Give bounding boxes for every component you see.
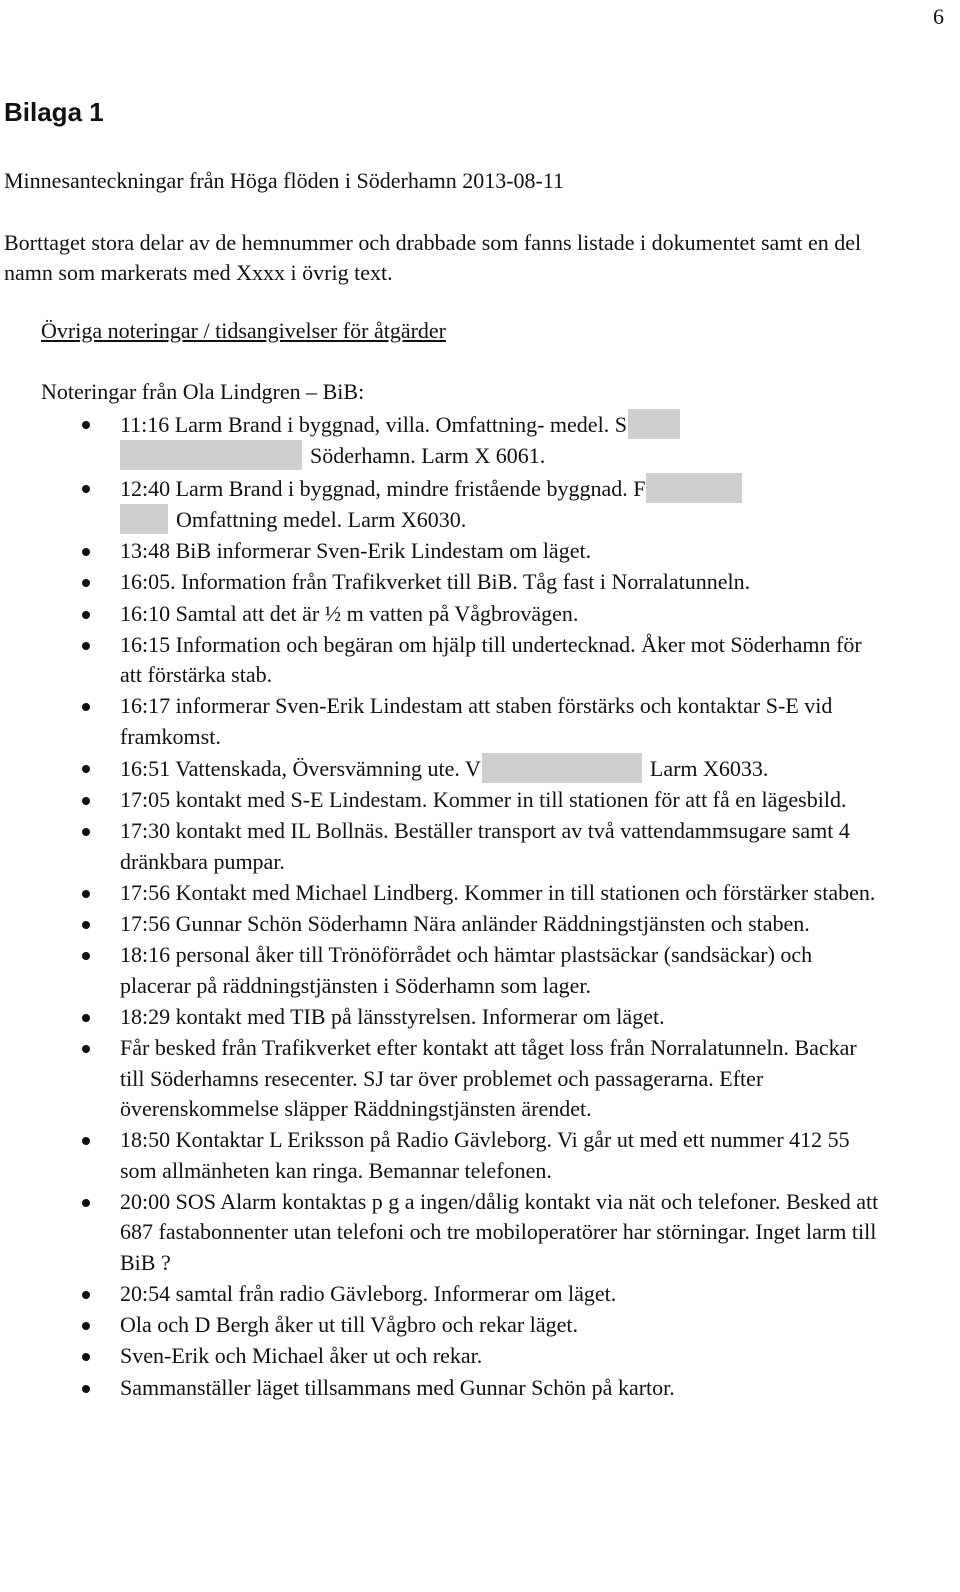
log-entry: [0, 630, 880, 691]
entry-text: 20:00 SOS Alarm kontaktas p g a ingen/dålig kontakt via nät och telefoner. Besked att 687 fastabonnenter utan telefoni och tre mobiloperatörer har störningar. Inget larm till BiB ?: [120, 1188, 879, 1275]
log-entry: [0, 1279, 880, 1309]
entry-text: 18:50 Kontaktar L Eriksson på Radio Gävleborg. Vi går ut med ett nummer 412 55 som allmänheten kan ringa. Bemannar telefonen.: [120, 1127, 850, 1183]
log-entry: [0, 691, 880, 752]
entry-text: 12:40 Larm Brand i byggnad, mindre fristående byggnad. F: [120, 475, 646, 501]
bullet-icon: [82, 828, 90, 836]
log-entry: [0, 536, 880, 566]
entry-text: 11:16 Larm Brand i byggnad, villa. Omfattning- medel. S: [120, 412, 627, 437]
entry-text: Larm X6033.: [649, 756, 769, 782]
entry-text: 17:05 kontakt med S-E Lindestam. Kommer in till stationen för att få en lägesbild.: [120, 787, 847, 813]
bullet-icon: [82, 1045, 90, 1053]
bullet-icon: [82, 890, 90, 898]
entry-text: Söderhamn. Larm X 6061.: [310, 443, 546, 469]
entry-text: Ola och D Bergh åker ut till Vågbro och rekar läget.: [120, 1312, 578, 1338]
section-title: Övriga noteringar / tidsangivelser för åtgärder: [41, 318, 447, 343]
log-entry: [0, 1125, 880, 1186]
entry-text: 16:17 informerar Sven-Erik Lindestam att staben förstärks och kontaktar S-E vid framkomst.: [120, 693, 833, 749]
redaction-block: [482, 753, 642, 783]
log-entry: [0, 878, 880, 908]
meeting-notes-title: Minnesanteckningar från Höga flöden i Söderhamn 2013-08-11: [4, 168, 565, 193]
log-entry: [0, 1187, 880, 1278]
redaction-block: [628, 409, 680, 439]
redaction-block: [120, 504, 168, 534]
log-entry: [0, 1373, 880, 1403]
bullet-icon: [82, 1353, 90, 1361]
bullet-icon: [82, 952, 90, 960]
log-entry: [0, 785, 880, 815]
bullet-icon: [82, 1014, 90, 1022]
entry-text: 18:16 personal åker till Trönöförrådet och hämtar plastsäckar (sandsäckar) och placerar på räddningstjänsten i Söderhamn som lager.: [120, 942, 813, 998]
entry-text: 16:05. Information från Trafikverket till BiB. Tåg fast i Norralatunneln.: [120, 569, 751, 595]
entry-text: 16:10 Samtal att det är ½ m vatten på Vågbrovägen.: [120, 600, 579, 626]
bullet-icon: [82, 642, 90, 650]
log-entry: [0, 473, 880, 536]
log-entry: [0, 940, 880, 1001]
bullet-icon: [82, 1199, 90, 1207]
bullet-icon: [82, 1322, 90, 1330]
redaction-notice: Borttaget stora delar av de hemnummer och drabbade som fanns listade i dokumentet samt en del namn som markerats med Xxxx i övrig text.: [4, 230, 862, 285]
log-entry: [0, 816, 880, 877]
bullet-icon: [82, 921, 90, 929]
log-entry: [0, 599, 880, 629]
page-heading: Bilaga 1: [4, 97, 104, 127]
redaction-block: [120, 440, 302, 470]
entry-text: Sammanställer läget tillsammans med Gunnar Schön på kartor.: [120, 1374, 675, 1400]
entry-text: 18:29 kontakt med TIB på länsstyrelsen. Informerar om läget.: [120, 1004, 665, 1030]
entry-text: 13:48 BiB informerar Sven-Erik Lindestam om läget.: [120, 538, 592, 564]
entry-text: Sven-Erik och Michael åker ut och rekar.: [120, 1343, 483, 1369]
entry-text: 20:54 samtal från radio Gävleborg. Informerar om läget.: [120, 1280, 617, 1306]
bullet-icon: [82, 611, 90, 619]
redaction-block: [646, 473, 742, 503]
entry-text: 17:56 Gunnar Schön Söderhamn Nära anländer Räddningstjänsten och staben.: [120, 911, 810, 937]
entry-text: 16:51 Vattenskada, Översvämning ute. V: [120, 756, 481, 782]
page-number: 6: [933, 4, 944, 29]
bullet-icon: [82, 797, 90, 805]
log-entry: [0, 1002, 880, 1032]
bullet-icon: [82, 703, 90, 711]
entry-text: 17:30 kontakt med IL Bollnäs. Beställer transport av två vattendammsugare samt 4 dränkbara pumpar.: [120, 818, 850, 874]
bullet-icon: [82, 765, 90, 773]
bullet-icon: [82, 579, 90, 587]
bullet-icon: [82, 1385, 90, 1393]
bullet-icon: [82, 485, 90, 493]
entry-text: Får besked från Trafikverket efter kontakt att tåget loss från Norralatunneln. Backar till Söderhamns resecenter. SJ tar över problemet och passagerarna. Efter överenskommelse släpper Räddningstjänsten ärendet.: [120, 1035, 857, 1122]
log-entry: [0, 1310, 880, 1340]
entry-text: 17:56 Kontakt med Michael Lindberg. Kommer in till stationen och förstärker staben.: [120, 880, 876, 906]
log-entry: [0, 753, 880, 784]
log-entry: [0, 909, 880, 939]
notes-intro: Noteringar från Ola Lindgren – BiB:: [41, 379, 365, 404]
entry-text: 16:15 Information och begäran om hjälp till undertecknad. Åker mot Söderhamn för att förstärka stab.: [120, 631, 862, 688]
entry-text: Omfattning medel. Larm X6030.: [176, 507, 467, 533]
bullet-icon: [82, 1291, 90, 1299]
bullet-icon: [82, 1137, 90, 1145]
log-entry: [0, 1341, 880, 1371]
bullet-icon: [82, 548, 90, 556]
log-entry: [0, 567, 880, 597]
log-entry: [0, 1033, 880, 1124]
log-entry: [0, 409, 880, 472]
log-entries: [0, 409, 960, 1404]
bullet-icon: [82, 421, 90, 429]
